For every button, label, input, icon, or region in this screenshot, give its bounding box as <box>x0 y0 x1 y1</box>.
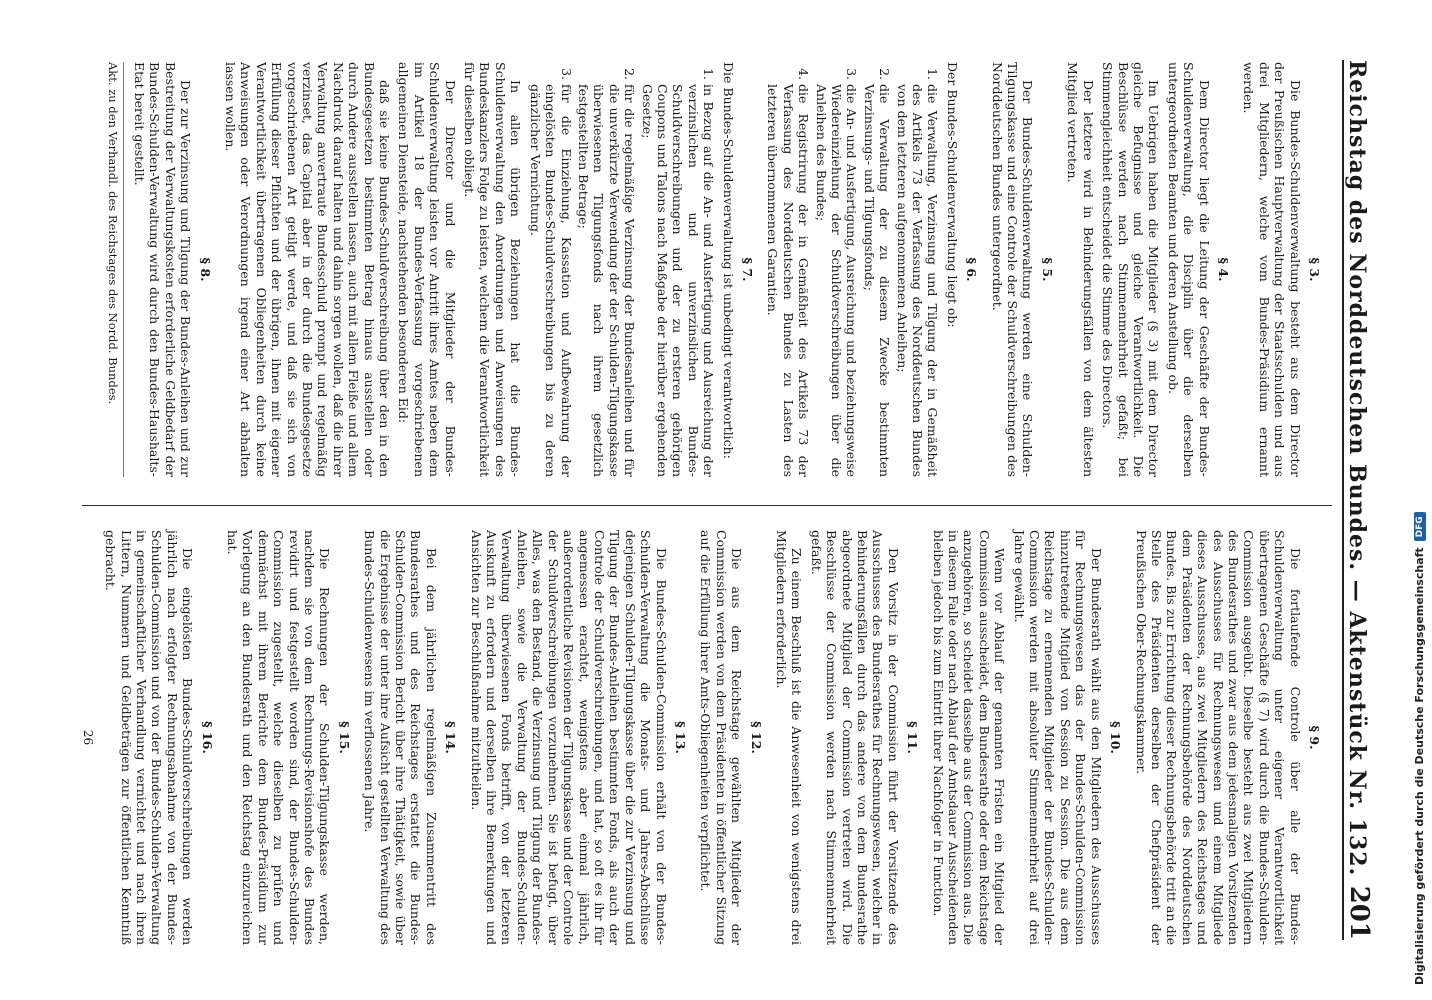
paragraph: Wenn vor Ablauf der genannten Fristen ein Mitglied der Commission ausscheidet, dem Bundesrathe oder dem Reichstage anzugehören, so scheidet dasselbe aus der Commission aus. Die in diesem Falle oder nach Ablauf der Amtsdauer Ausscheidenden bleiben jedoch bis zum Eintritt ihrer Nachfolger in Function. <box>930 530 1008 945</box>
digitization-credit <box>1413 85 1426 985</box>
right-column <box>79 530 1332 945</box>
section-heading: § 8. <box>197 257 213 282</box>
paragraph: In allen übrigen Beziehungen hat die Bundes-Schuldenverwaltung den Anordnungen und Anweisungen des Bundeskanzlers Folge zu leisten, welchem die Verantwortlichkeit für dieselben obliegt. <box>462 62 524 477</box>
section-heading: § 16. <box>199 721 215 754</box>
footnote: Akt. zu den Verhandl. des Reichstages des Nordd. Bundes. <box>104 62 123 477</box>
left-column <box>104 62 1332 477</box>
numbered-list <box>527 62 716 477</box>
section-heading: § 12. <box>748 721 764 754</box>
list-item: 2. die Verwaltung der zu diesem Zwecke bestimmten Verzinsungs- und Tilgungsfonds; <box>861 84 892 477</box>
list-item: 2. für die regelmäßige Verzinsung der Bundesanleihen und für die unverkürzte Verwendung der der Schulden-Tilgungskasse überwiesenen Tilgungsfonds nach ihrem gesetzlich festgestellten Betrage; <box>576 84 638 477</box>
paragraph: Im Uebrigen haben die Mitglieder (§ 3) mit dem Director gleiche Befugnisse und gleiche Verantwortlichkeit. Die Beschlüsse werden nach Stimmenmehrheit gefaßt; bei Stimmengleichheit entscheidet die Stimme des Directors. <box>1100 62 1162 477</box>
section-heading: § 15. <box>336 721 352 754</box>
list-item: 4. die Registrirung der in Gemäßheit des Artikels 73 der Verfassung des Norddeutschen Bundes zu Lasten des letzteren übernommenen Garantien. <box>765 84 811 477</box>
paragraph: Bei dem jährlichen regelmäßigen Zusammentritt des Bundesrathes und des Reichstages erstattet die Bundes-Schulden-Commission Bericht über ihre Thätigkeit, sowie über die Ergebnisse der unter ihre Aufsicht gestellten Verwaltung des Bundes-Schuldenwesens im verflossenen Jahre. <box>362 530 439 945</box>
paragraph: Der Bundesrath wählt aus den Mitgliedern des Ausschusses für Rechnungswesen das der Bundes-Schulden-Commission hinzutretende Mitglied von Session zu Session. Die aus dem Reichstage zu ernennenden Mitglieder der Bundes-Schulden-Commission werden mit absoluter Stimmenmehrheit auf drei Jahre gewählt. <box>1011 530 1104 945</box>
section-heading: § 3. <box>1307 257 1322 282</box>
section-heading: § 5. <box>1039 257 1055 282</box>
paragraph: Die Bundes-Schuldenverwaltung besteht aus dem Director der Preußischen Hauptverwaltung der Staatsschulden und aus drei Mitgliedern, welche vom Bundes-Präsidium ernannt werden. <box>1241 62 1303 477</box>
section-heading: § 11. <box>905 721 921 754</box>
printer-signature: 26 <box>80 729 95 746</box>
section-heading: § 10. <box>1108 721 1124 754</box>
list-item: 1. die Verwaltung, Verzinsung und Tilgung der in Gemäßheit des Artikels 73 der Verfassung des Norddeutschen Bundes von dem letzteren aufgenommenen Anleihen; <box>894 84 940 477</box>
section-heading: § 6. <box>964 257 980 282</box>
paragraph: Die Bundes-Schuldenverwaltung ist unbedingt verantwortlich: <box>720 62 736 459</box>
list-item: 3. für die Einziehung, Kassation und Aufbewahrung der eingelösten Bundes-Schuldverschreibungen bis zu deren gänzlicher Vernichtung. <box>527 84 573 477</box>
paragraph: Die aus dem Reichstage gewählten Mitglieder der Commission werden von dem Präsidenten in öffentlicher Sitzung auf die Erfüllung ihrer Amts-Obliegenheiten verpflichtet. <box>698 530 745 945</box>
section-heading: § 4. <box>1215 257 1231 282</box>
paragraph: Den Vorsitz in der Commission führt der Vorsitzende des Ausschusses des Bundesrathes für Rechnungswesen, welcher in Behinderungsfällen durch das andere von dem Bundesrathe abgeordnete Mitglied der Commission vertreten wird. Die Beschlüsse der Commission werden nach Stimmenmehrheit gefaßt. <box>808 530 901 945</box>
paragraph: Die Bundes-Schulden-Commission erhält von der Bundes-Schulden-Verwaltung die Monats- und Jahres-Abschlüsse derjenigen Schulden-Tilgungskasse über die zur Verzinsung und Tilgung der Bundes-Anleihen bestimmten Fonds, als auch der Controle der Schuldverschreibungen, und hat, so oft es ihr für angemessen erachtet, wenigstens aber einmal jährlich, außerordentliche Revisionen der Tilgungskasse und der Controle der Schuldverschreibungen vorzunehmen. Sie ist befugt, über Alles, was den Bestand, die Verzinsung und Tilgung der Bundes-Anleihen, sowie die Verwaltung der Bundes-Schulden-Verwaltung überwiesenen Fonds betrifft, von der letzteren Auskunft zu erfordern und derselben ihre Bemerkungen und Ansichten zur Beschlußnahme mitzutheilen. <box>468 530 669 945</box>
paragraph: Dem Director liegt die Leitung der Geschäfte der Bundes-Schuldenverwaltung, die Disciplin über die derselben untergeordneten Beamten und deren Anstellung ob. <box>1165 62 1212 477</box>
list-item: 3. die An- und Ausfertigung, Ausreichung und beziehungsweise Wiedereinziehung der Schuldverschreibungen über die Anleihen des Bundes; <box>813 84 859 477</box>
paragraph: Der letztere wird in Behinderungsfällen von dem ältesten Mitglied vertreten. <box>1065 62 1096 477</box>
page-number: 201 <box>1344 885 1374 940</box>
paragraph: Die Rechnungen der Schulden-Tilgungskasse werden, nachdem sie von dem Rechnungs-Revisionshofe des Bundes revidirt und festgestellt worden sind, der Bundes-Schulden-Commission zugestellt, welche dieselben zu prüfen und demnächst mit ihrem Berichte dem Bundes-Präsidium zur Vorlegung an den Bundesrath und den Reichstag einzureichen hat. <box>225 530 333 945</box>
paragraph: Die fortlaufende Controle über alle der Bundes-Schuldenverwaltung unter eigener Verantwortlichkeit übertragenen Geschäfte (§ 7) wird durch die Bundes-Schulden-Commission ausgeübt. Dieselbe besteht aus zwei Mitgliedern des Bundesrathes und zwar aus dem jedesmaligen Vorsitzenden des Ausschusses für Rechnungswesen und einem Mitgliede dieses Ausschusses, aus zwei Mitgliedern des Reichstages und dem Präsidenten der Rechnungsbehörde des Norddeutschen Bundes. Bis zur Errichtung dieser Rechnungsbehörde tritt an die Stelle des Präsidenten derselben der Chefpräsident der Preußischen Ober-Rechnungskammer. <box>1133 530 1303 945</box>
paragraph: Zu einem Beschluß ist die Anwesenheit von wenigstens drei Mitgliedern erforderlich. <box>774 530 805 945</box>
paragraph: Der Director und die Mitglieder der Bundes-Schuldenverwaltung leisten vor Antritt ihres Amtes neben dem im Artikel 18 der Bundes-Verfassung vorgeschriebenen allgemeinen Diensteide, nachstehenden besonderen Eid: <box>396 62 458 477</box>
page-header <box>1342 60 1374 940</box>
dfg-logo: DFG <box>1414 512 1426 541</box>
numbered-list <box>765 62 940 477</box>
section-heading: § 13. <box>672 721 688 754</box>
section-heading: § 14. <box>443 721 459 754</box>
paragraph: Die eingelösten Bundes-Schuldverschreibungen werden jährlich nach erfolgter Rechnungsabnahme von der Bundes-Schulden-Commission und von der Bundes-Schulden-Verwaltung in gemeinschaftlicher Verhandlung vernichtet und nach ihren Littern, Nummern und Geldbeträgen zur öffentlichen Kenntniß gebracht. <box>103 530 196 945</box>
paragraph: Der Bundes-Schuldenverwaltung liegt ob: <box>944 62 960 328</box>
section-heading: § 7. <box>740 257 755 282</box>
column-divider <box>82 505 1332 506</box>
section-heading: § 9. <box>1307 725 1322 750</box>
paragraph: Der Bundes-Schuldenverwaltung werden eine Schulden-Tilgungskasse und eine Controle der Schuldverschreibungen des Norddeutschen Bundes untergeordnet. <box>989 62 1036 477</box>
oath-text: daß sie keine Bundes-Schuldverschreibung über den in den Bundesgesetzen bestimmten Betrag hinaus ausstellen oder durch Andere ausstellen lassen, auch mit allem Fleiße und allem Nachdruck darauf halten und dahin sorgen wollen, daß die ihrer Verwaltung anvertraute Bundesschuld prompt und regelmäßig verzinset, das Capital aber in der durch die Bundesgesetze vorgeschriebenen Art getilgt werde, und daß sie sich von Erfüllung dieser Pflichten und der übrigen, ihnen mit eigener Verantwortlichkeit übertragenen Obliegenheiten durch keine Anweisungen oder Verordnungen irgend einer Art abhalten lassen wollen. <box>223 62 393 477</box>
running-title: Reichstag des Norddeutschen Bundes. — Aktenstück Nr. 132. <box>1344 60 1370 877</box>
credit-text: Digitalisierung gefördert durch die Deutsche Forschungsgemeinschaft <box>1413 547 1426 985</box>
paragraph: Der zur Verzinsung und Tilgung der Bundes-Anleihen und zur Bestreitung der Verwaltungskosten erforderliche Geldbedarf der Bundes-Schulden-Verwaltung wird durch den Bundes-Haushalts-Etat bereit gestellt. <box>131 62 194 477</box>
list-item: 1. in Bezug auf die An- und Ausfertigung und Ausreichung der verzinslichen und unverzinslichen Bundes-Schuldverschreibungen und der zu ersteren gehörigen Coupons und Talons nach Maßgabe der hierüber ergehenden Gesetze; <box>639 84 716 477</box>
